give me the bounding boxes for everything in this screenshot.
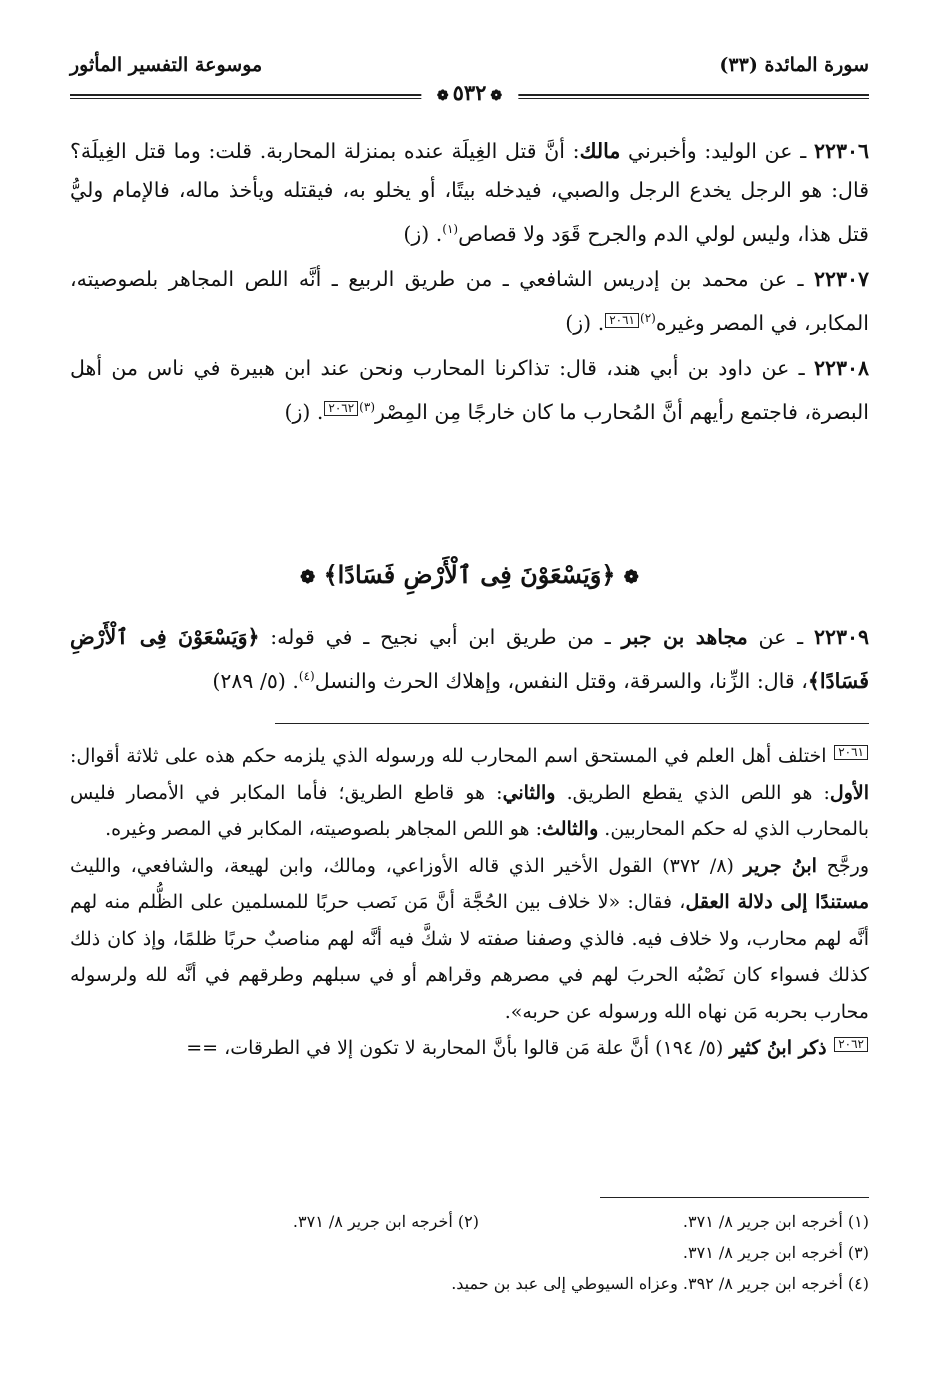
verse-heading: [70, 560, 869, 589]
note-bold: ذكر ابنُ كثير: [729, 1037, 834, 1059]
narration-text: ، قال: الزِّنا، والسرقة، وقتل النفس، وإهلاك الحرث والنسل: [314, 668, 808, 693]
note-bold: والثالث: [542, 818, 599, 840]
narration-22309: [70, 618, 869, 701]
narration-tail: . (٥/ ٢٨٩): [212, 668, 299, 693]
narration-tail: . (ز): [565, 310, 605, 335]
note-text: اختلف أهل العلم في المستحق اسم المحارب لله ورسوله الذي يلزمه حكم هذه على ثلاثة أقوال:: [70, 745, 834, 767]
note-bold: مستندًا إلى دلالة العقل: [685, 891, 869, 913]
note-bold: والثاني: [502, 781, 556, 804]
narration-text: ـ عن داود بن أبي هند، قال: تذاكرنا المحارب ونحن عند ابن هبيرة في ناس من أهل البصرة، فاجتمع رأيهم أنَّ المُحارب ما كان خارجًا مِن المِصْر: [70, 355, 869, 424]
note-2062: [70, 1030, 869, 1067]
narration-tail: . (ز): [284, 399, 324, 424]
note-text: ، فقال: «لا خلاف بين الحُجَّة أنَّ مَن نَصب حربًا للمسلمين على الظُّلم منه لهم أنَّه لهم محارب، ولا خلاف فيه. فالذي وصفنا صفته لا شكَّ فيه أنَّه لهم مناصبٌ حربًا ظلمًا، وإذ كان ذلك كذلك فسواء كان نَصْبُه الحربَ لهم في مصرهم وقراهم أو في سبلهم وطرقهم في أنَّه لله ولرسوله محارب بحربه مَن نهاه الله ورسوله عن حربه».: [70, 891, 869, 1023]
note-bold: ابنُ جرير: [743, 854, 817, 877]
footnote-ref[interactable]: (١): [442, 222, 459, 236]
note-text: (٥/ ١٩٤) أنَّ علة مَن قالوا بأنَّ المحاربة لا تكون إلا في الطرقات، ==: [186, 1037, 730, 1059]
narration-text: ـ عن الوليد: وأخبرني: [620, 139, 814, 163]
page-number: [421, 80, 518, 105]
note-text: : هو اللص المجاهر بلصوصيته، المكابر في المصر وغيره.: [105, 818, 543, 840]
narration-tail: . (ز): [403, 221, 443, 246]
footnote-1: (١) أخرجه ابن جرير ٨/ ٣٧١.: [682, 1212, 869, 1231]
footnote-ref[interactable]: (٢): [640, 310, 656, 325]
book-title: موسوعة التفسير المأثور: [70, 54, 263, 76]
running-header: [70, 52, 869, 105]
footnotes-separator: [600, 1197, 869, 1198]
narration-text: ـ من طريق ابن أبي نجيح ـ في قوله:: [259, 625, 622, 649]
narration-22308: [70, 349, 869, 432]
footnote-row: [70, 1206, 869, 1237]
note-marker[interactable]: ٢٠٦١: [605, 313, 639, 328]
note-marker[interactable]: ٢٠٦١: [834, 745, 868, 760]
narration-text: ـ عن محمد بن إدريس الشافعي ـ من طريق الربيع ـ أنَّه اللص المجاهر بلصوصيته، المكابر، في المصر وغيره: [70, 266, 869, 335]
footnote-4: (٤) أخرجه ابن جرير ٨/ ٣٩٢. وعزاه السيوطي إلى عبد بن حميد.: [451, 1274, 869, 1293]
note-text: (٨/ ٣٧٢) القول الأخير الذي قاله الأوزاعي، ومالك، وابن لهيعة، والشافعي، والليث: [70, 854, 744, 877]
note-tarjih: [70, 848, 869, 1031]
footnotes: [70, 1206, 869, 1299]
verse-text: ﴿وَيَسْعَوْنَ فِى ٱلْأَرْضِ فَسَادًا﴾: [323, 560, 616, 589]
narrator-name: مجاهد بن جبر: [621, 625, 748, 649]
ornament-icon: ❁: [623, 567, 639, 588]
footnote-3: (٣) أخرجه ابن جرير ٨/ ٣٧١.: [682, 1243, 869, 1262]
note-text: : هو اللص الذي يقطع الطريق.: [555, 781, 830, 804]
narration-number: ٢٢٣٠٨: [813, 355, 869, 380]
ornament-icon: ❁: [436, 88, 449, 104]
verse-quote: ﴿وَيَسْعَوْنَ فِى ٱلْأَرْضِ فَسَادًا﴾: [70, 625, 869, 693]
ornament-icon: ❁: [490, 88, 503, 104]
narration-number: ٢٢٣٠٩: [813, 625, 869, 649]
narration-22307: [70, 260, 869, 343]
page-number-text: ٥٣٢: [452, 80, 487, 105]
note-bold: الأول: [829, 781, 869, 804]
footnote-ref[interactable]: (٤): [298, 669, 315, 683]
narration-number: ٢٢٣٠٦: [813, 139, 869, 163]
note-2061: [70, 738, 869, 848]
narration-number: ٢٢٣٠٧: [813, 266, 869, 291]
ornament-icon: ❁: [300, 567, 316, 588]
narration-text: ـ عن: [747, 625, 814, 649]
note-text: : هو قاطع الطريق؛ فأما المكابر في الأمصار فليس بالمحارب الذي له حكم المحاربين.: [70, 781, 869, 840]
note-marker[interactable]: ٢٠٦٢: [324, 401, 358, 416]
commentary-notes: [70, 738, 869, 1067]
notes-separator: [275, 723, 869, 724]
narrator-name: مالك: [579, 139, 621, 163]
narration-text: : أنَّ قتل الغِيلَة عنده بمنزلة المحاربة. قلت: وما قتل الغِيلَة؟ قال: هو الرجل يخدع الرجل والصبي، فيدخله بيتًا، أو يخلو به، فيقتله ويأخذ ماله، فالإمام وليُّ قتل هذا، وليس لولي الدم والجرح قَوَد ولا قصاص: [70, 139, 869, 246]
note-text: ورجَّح: [816, 854, 869, 877]
surah-title: سورة المائدة (٣٣): [719, 54, 869, 76]
note-marker[interactable]: ٢٠٦٢: [834, 1037, 868, 1052]
narration-22306: [70, 132, 869, 254]
footnote-2: (٢) أخرجه ابن جرير ٨/ ٣٧١.: [292, 1212, 479, 1231]
footnote-ref[interactable]: (٣): [359, 399, 375, 414]
narrations: [70, 132, 869, 437]
